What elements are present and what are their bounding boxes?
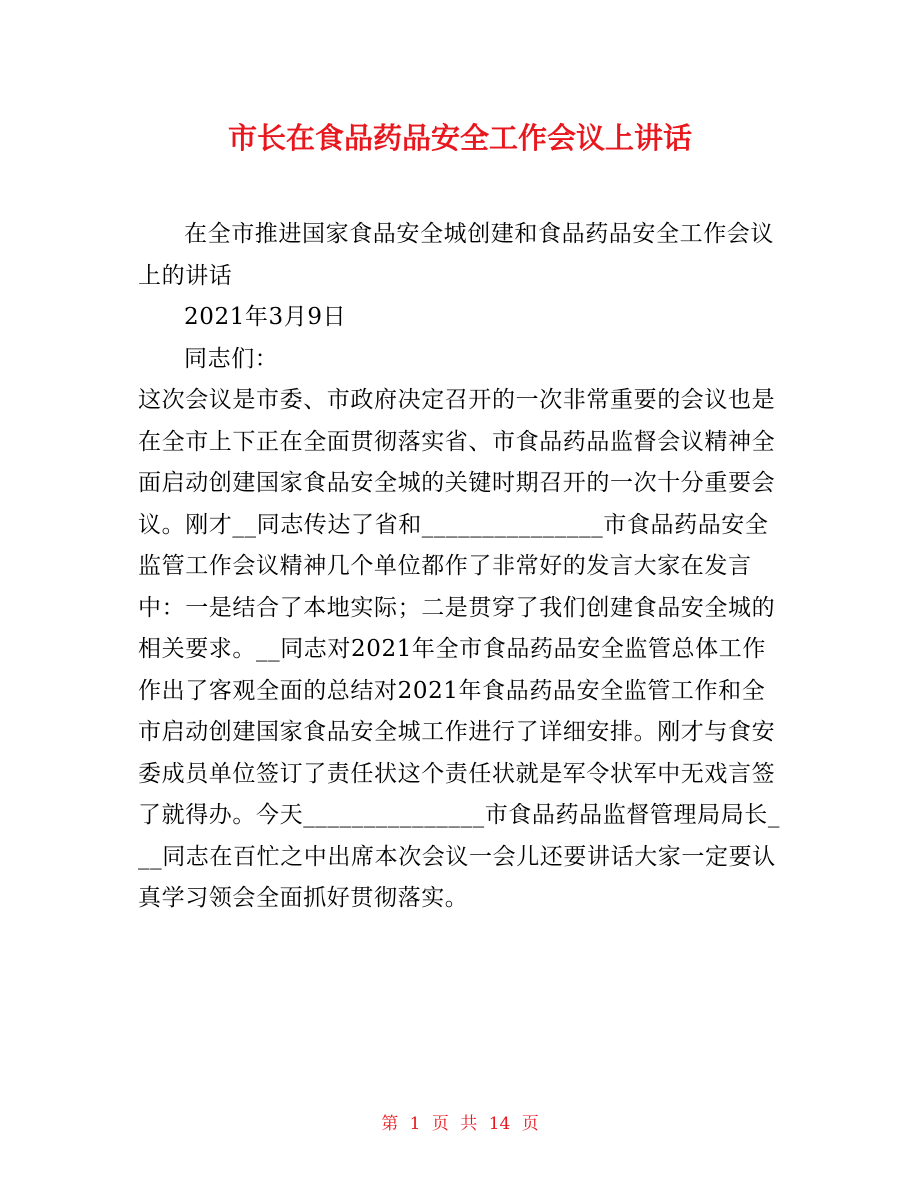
document-title: 市长在食品药品安全工作会议上讲话 — [227, 121, 692, 155]
body-paragraph: 这次会议是市委、市政府决定召开的一次非常重要的会议也是在全市上下正在全面贯彻落实省、市食品药品监督会议精神全面启动创建国家食品安全城的关键时期召开的一次十分重要会议。刚才__同志传达了省和_______________市食品药品安全监管工作会议精神几个单位都作了非常好的发言大家在发言中：一是结合了本地实际；二是贯穿了我们创建食品安全城的相关要求。__同志对2021年全市食品药品安全监管总体工作作出了客观全面的总结对2021年食品药品安全监管工作和全市启动创建国家食品安全城工作进行了详细安排。刚才与食安委成员单位签订了责任状这个责任状就是军令状军中无戏言签了就得办。今天_______________市食品药品监督管理局局长___同志在百忙之中出席本次会议一会儿还要讲话大家一定要认真学习领会全面抓好贯彻落实。 — [138, 387, 780, 911]
speech-subtitle: 在全市推进国家食品安全城创建和食品药品安全工作会议上的讲话 — [138, 221, 774, 289]
page-indicator: 第 1 页 共 14 页 — [381, 1114, 539, 1134]
salutation: 同志们： — [184, 345, 279, 372]
document-body — [138, 214, 782, 920]
speech-date: 2021年3月9日 — [184, 304, 347, 330]
